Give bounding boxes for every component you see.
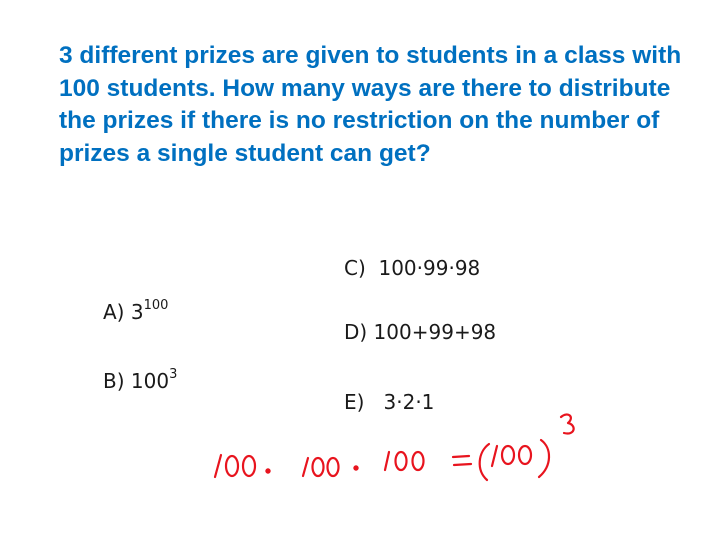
ink-equals-bottom [454, 464, 471, 465]
ink-digit-0 [243, 456, 255, 476]
ink-dot [266, 469, 269, 472]
ink-open-paren [480, 444, 489, 480]
option-d: D) 100+99+98 [344, 320, 497, 344]
option-b-exponent: 3 [169, 367, 178, 383]
option-a-label: A) 3 [103, 300, 144, 324]
ink-digit-1 [303, 458, 308, 476]
ink-dot [354, 466, 357, 469]
ink-digit-0 [396, 452, 407, 470]
ink-digit-0 [502, 446, 514, 464]
ink-digit-1 [492, 446, 497, 466]
option-e: E) 3·2·1 [344, 390, 435, 414]
ink-digit-0 [226, 456, 238, 476]
option-a-exponent: 100 [143, 298, 169, 314]
ink-digit-0 [328, 458, 339, 476]
ink-exponent-3 [561, 415, 574, 434]
ink-digit-1 [385, 452, 389, 470]
ink-digit-0 [519, 446, 531, 464]
ink-digit-0 [313, 458, 324, 476]
option-b-label: B) 100 [103, 369, 170, 393]
ink-digit-1 [215, 455, 221, 477]
ink-equals-top [453, 456, 469, 457]
ink-digit-0 [413, 452, 424, 470]
option-c: C) 100·99·98 [344, 256, 481, 280]
question-text: 3 different prizes are given to students in a class with 100 students. How many ways are there to distribute the prizes if there is no restriction on the number of prizes a single student can get? [59, 42, 682, 167]
ink-close-paren [539, 440, 549, 477]
